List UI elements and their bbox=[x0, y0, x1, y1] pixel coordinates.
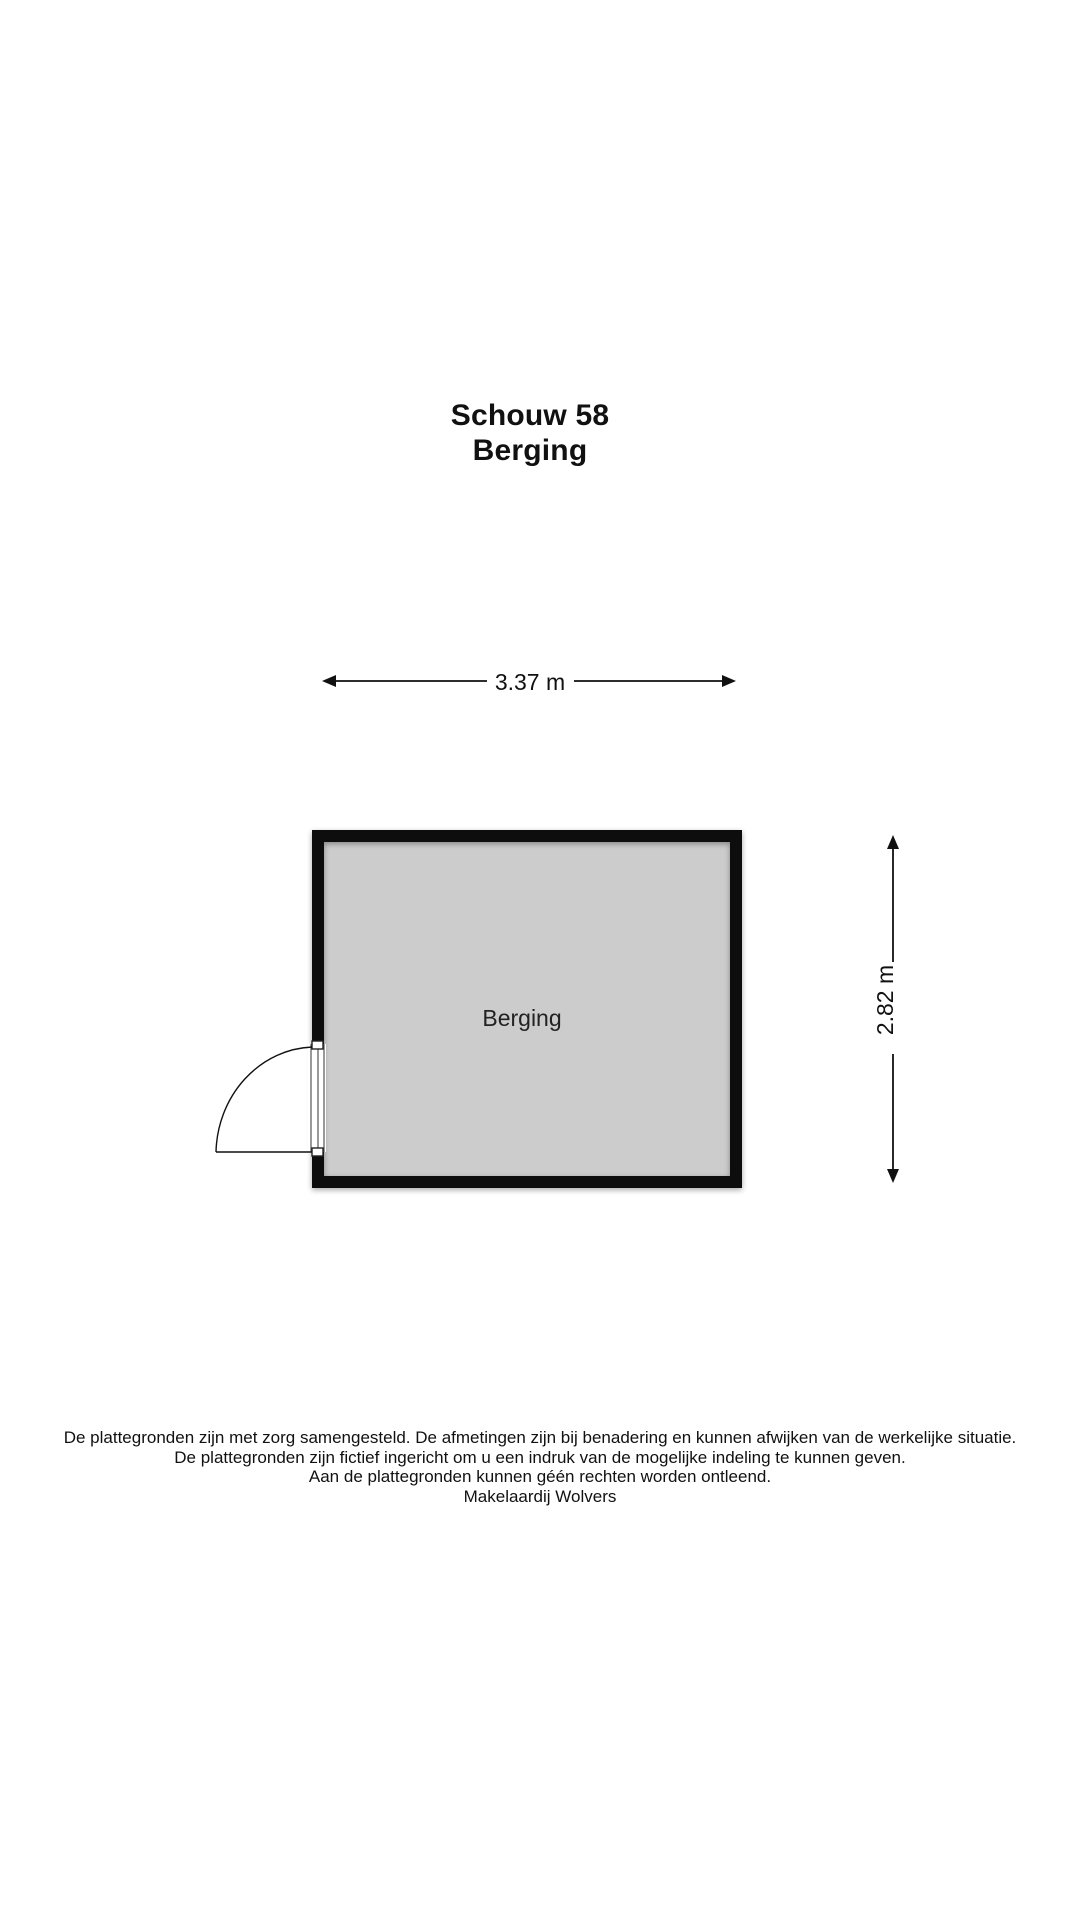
width-arrowhead-right-icon bbox=[722, 675, 736, 687]
room-berging bbox=[216, 836, 736, 1182]
door-swing-arc-icon bbox=[216, 1047, 312, 1152]
disclaimer-line-1: De plattegronden zijn met zorg samengesteld. De afmetingen zijn bij benadering en kunnen afwijken van de werkelijke situatie. bbox=[63, 1428, 1017, 1447]
depth-dimension-label: 2.82 m bbox=[872, 964, 898, 1036]
address-title: Schouw 58 bbox=[450, 399, 610, 432]
depth-dimension bbox=[872, 835, 899, 1183]
depth-arrowhead-top-icon bbox=[887, 835, 899, 849]
depth-arrowhead-bottom-icon bbox=[887, 1169, 899, 1183]
width-arrowhead-left-icon bbox=[322, 675, 336, 687]
disclaimer bbox=[0, 1428, 1080, 1506]
width-dimension-label: 3.37 m bbox=[494, 669, 566, 695]
disclaimer-line-3: Aan de plattegronden kunnen géén rechten worden ontleend. bbox=[308, 1467, 772, 1486]
disclaimer-line-2: De plattegronden zijn fictief ingericht om u een indruk van de mogelijke indeling te kunnen geven. bbox=[174, 1447, 906, 1467]
door-jamb-bottom bbox=[312, 1148, 323, 1156]
agency-name: Makelaardij Wolvers bbox=[463, 1486, 617, 1506]
floor-title: Berging bbox=[472, 434, 588, 467]
door-jamb-top bbox=[312, 1041, 323, 1049]
width-dimension bbox=[322, 669, 736, 695]
room-label: Berging bbox=[482, 1005, 562, 1031]
